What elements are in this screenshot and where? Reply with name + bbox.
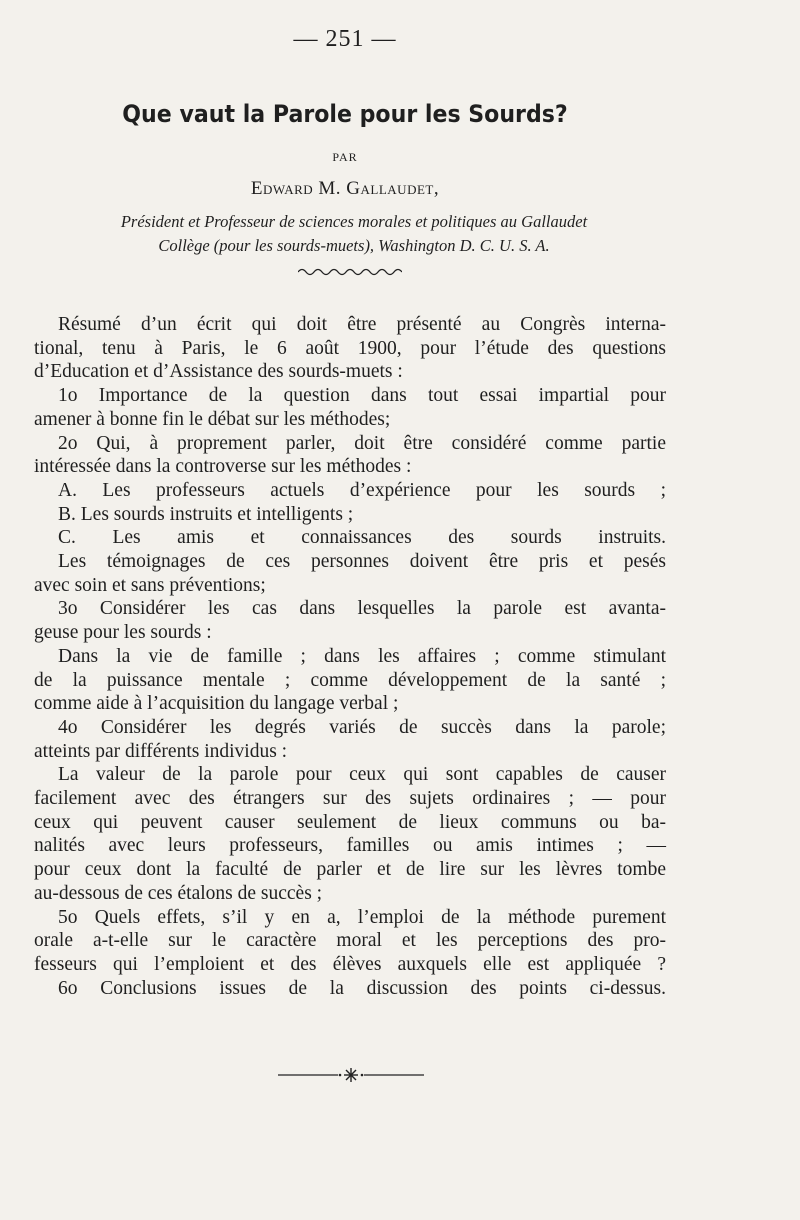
body-line: d’Education et d’Assistance des sourds-muets : xyxy=(34,361,403,383)
wavy-divider xyxy=(298,266,402,278)
body-line: au-dessous de ces étalons de succès ; xyxy=(34,882,323,904)
affiliation-line-2: Collège (pour les sourds-muets), Washington D. C. U. S. A. xyxy=(158,236,550,255)
body-line: tional, tenu à Paris, le 6 août 1900, pour l’étude des questions xyxy=(34,337,666,359)
author-affiliation xyxy=(34,210,674,258)
body-line: 3o Considérer les cas dans lesquelles la parole est avanta- xyxy=(58,598,666,620)
body-line: 5o Quels effets, s’il y en a, l’emploi de la méthode purement xyxy=(58,906,666,928)
body-line: nalités avec leurs professeurs, familles ou amis intimes ; — xyxy=(34,835,666,857)
end-ornament xyxy=(276,1060,426,1090)
body-line: Les témoignages de ces personnes doivent être pris et pesés xyxy=(58,551,666,573)
affiliation-line-1: Président et Professeur de sciences morales et politiques au Gallaudet xyxy=(120,212,588,231)
body-line: A. Les professeurs actuels d’expérience pour les sourds ; xyxy=(58,479,666,501)
body-line: pour ceux dont la faculté de parler et de lire sur les lèvres tombe xyxy=(34,859,666,881)
body-line: intéressée dans la controverse sur les méthodes : xyxy=(34,456,412,478)
body-line: Dans la vie de famille ; dans les affaires ; comme stimulant xyxy=(58,645,666,667)
body-line: de la puissance mentale ; comme développement de la santé ; xyxy=(34,669,666,691)
author-name: Edward M. Gallaudet, xyxy=(250,178,440,199)
body-line: Résumé d’un écrit qui doit être présenté au Congrès interna- xyxy=(58,314,666,335)
body-line: 2o Qui, à proprement parler, doit être considéré comme partie xyxy=(58,432,666,454)
body-line: amener à bonne fin le débat sur les méthodes; xyxy=(34,408,391,430)
body-line: comme aide à l’acquisition du langage verbal ; xyxy=(34,693,399,715)
body-line: atteints par différents individus : xyxy=(34,740,288,762)
body-line: La valeur de la parole pour ceux qui sont capables de causer xyxy=(58,764,666,786)
body-line: B. Les sourds instruits et intelligents ; xyxy=(58,503,354,525)
body-line: geuse pour les sourds : xyxy=(34,622,212,644)
article-body xyxy=(34,313,666,1000)
body-line: C. Les amis et connaissances des sourds instruits. xyxy=(58,527,666,549)
body-line: fesseurs qui l’emploient et des élèves auxquels elle est appliquée ? xyxy=(34,953,666,975)
page-number: — 251 — xyxy=(293,26,397,52)
body-line: ceux qui peuvent causer seulement de lieux communs ou ba- xyxy=(34,811,666,833)
body-line: facilement avec des étrangers sur des sujets ordinaires ; — pour xyxy=(34,788,666,810)
body-line: orale a-t-elle sur le caractère moral et les perceptions des pro- xyxy=(34,930,666,952)
body-line: 6o Conclusions issues de la discussion des points ci-dessus. xyxy=(58,977,666,999)
body-line: 1o Importance de la question dans tout essai impartial pour xyxy=(58,385,666,407)
body-line: avec soin et sans préventions; xyxy=(34,574,266,596)
byline-par: PAR xyxy=(332,150,358,164)
article-title: Que vaut la Parole pour les Sourds? xyxy=(122,100,568,128)
body-line: 4o Considérer les degrés variés de succès dans la parole; xyxy=(58,716,666,738)
